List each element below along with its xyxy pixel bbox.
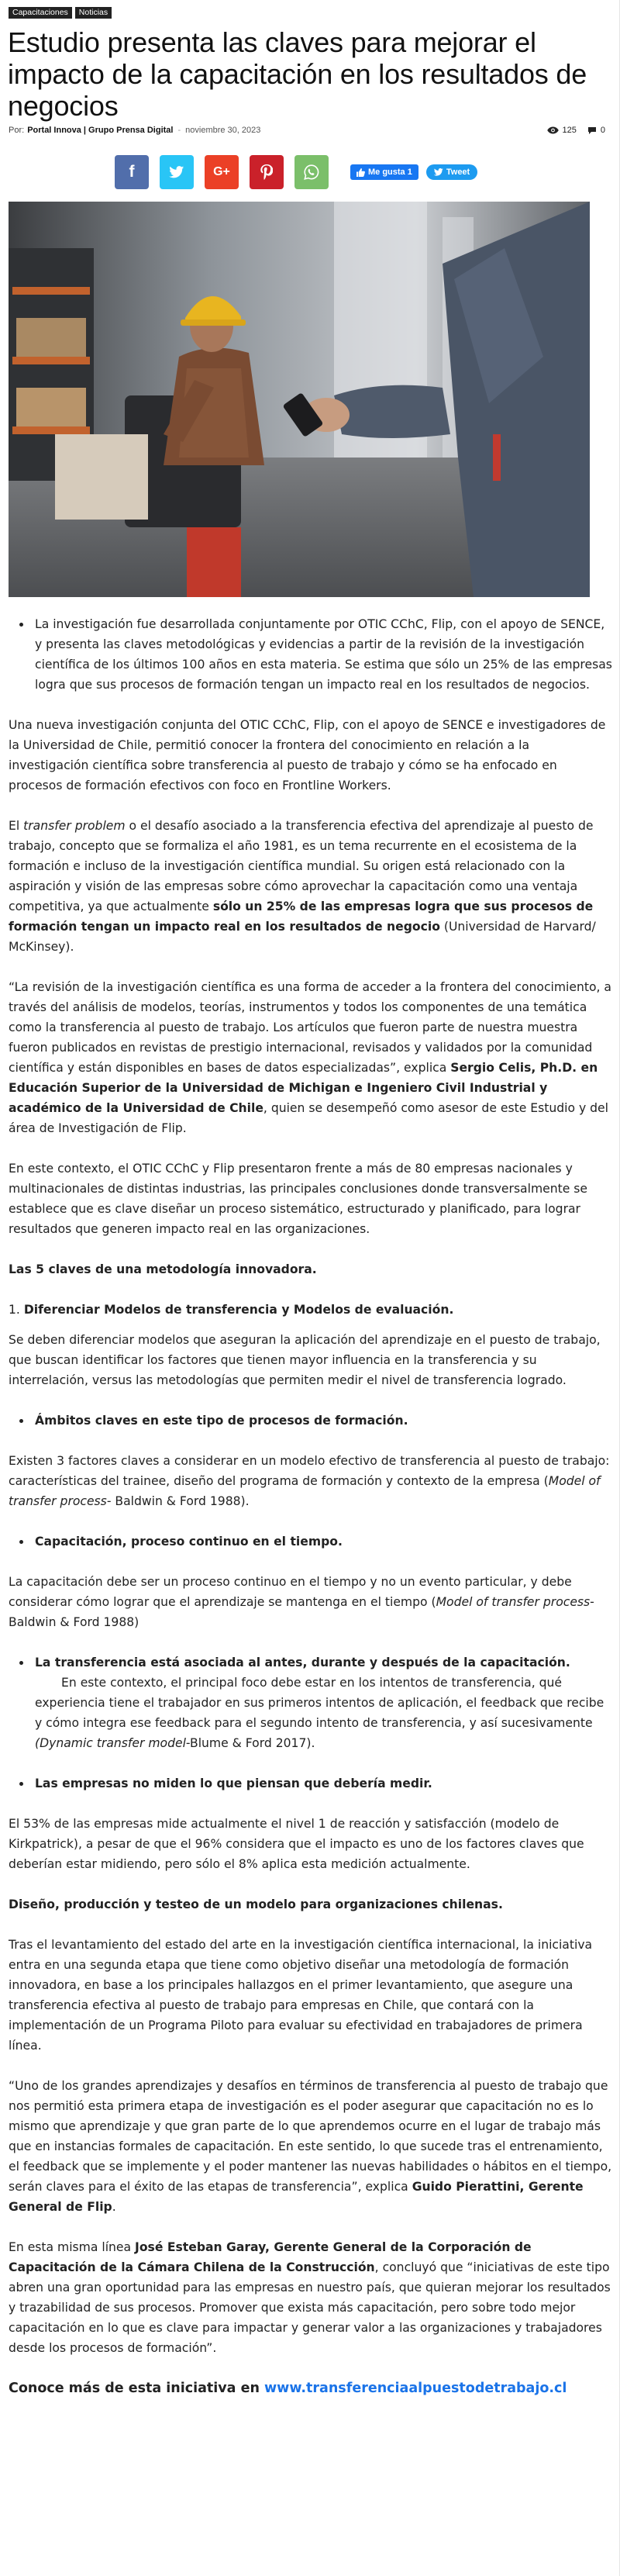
meta-separator: - xyxy=(177,126,181,135)
category-tag-noticias[interactable]: Noticias xyxy=(75,7,112,19)
key-5-heading: • Las empresas no miden lo que piensan que debería medir. xyxy=(32,1773,613,1794)
comments-count[interactable] xyxy=(587,126,605,135)
comment-icon xyxy=(587,126,597,135)
quote-author-celis: Sergio Celis, Ph.D. en Educación Superior de la Universidad de Michigan e Ingeniero Civil Industrial y académico de la Universidad de Chile xyxy=(9,1061,598,1115)
comments-value: 0 xyxy=(600,126,605,135)
paragraph-2: El transfer problem o el desafío asociado a la transferencia efectiva del aprendizaje al puesto de trabajo, concepto que se formaliza el año 1981, es un tema recurrente en el ecosistema de la formación e incluso de la investigación científica mundial. Su origen está relacionado con la aspiración y visión de las empresas sobre cómo aprovechar la capacitación como una ventaja competitiva, ya que actualmente sólo un 25% de las empresas logra que sus procesos de formación tengan un impacto real en los resultados de negocio (Universidad de Harvard/ McKinsey). xyxy=(9,819,596,954)
eye-icon xyxy=(547,126,559,134)
twitter-bird-icon xyxy=(434,168,443,176)
thumbs-up-icon xyxy=(356,168,365,177)
intro-bullet-list xyxy=(26,614,613,695)
category-tag-capacitaciones[interactable]: Capacitaciones xyxy=(9,7,72,19)
category-tags xyxy=(9,7,112,19)
paragraph-7: En esta misma línea José Esteban Garay, Gerente General de la Corporación de Capacitación de la Cámara Chilena de la Construcción, concluyó que “iniciativas de este tipo abren una gran oportunidad para las empresas en nuestro país, que quieran mejorar los resultados y trazabilidad de sus procesos. Promover que exista más capacitación, pero sobre todo mejor capacitación en lo que es clave para impactar y generar valor a las organizaciones y trabajadores desde los procesos de formación”. xyxy=(9,2240,611,2355)
key-4-text: En este contexto, el principal foco debe estar en los intentos de transferencia, qué experiencia tiene el trabajador en sus primeros intentos de aplicación, el feedback que recibe y cómo integra ese feedback para el segundo intento de transferencia, y así sucesivamente (Dynamic transfer model-Blume & Ford 2017). xyxy=(35,1676,604,1750)
article-body xyxy=(9,614,613,2419)
facebook-like-button[interactable] xyxy=(350,164,418,180)
key-5-text: El 53% de las empresas mide actualmente el nivel 1 de reacción y satisfacción (modelo de Kirkpatrick), a pesar de que el 96% considera que el impacto es uno de los factores claves que deberían estar midiendo, pero sólo el 8% aplica esta medición actualmente. xyxy=(9,1817,584,1871)
share-pinterest-button[interactable] xyxy=(250,155,284,189)
key-2-list xyxy=(26,1411,613,1431)
key-5-list xyxy=(26,1773,613,1794)
share-twitter-button[interactable] xyxy=(160,155,194,189)
share-bar xyxy=(115,155,477,189)
twitter-icon xyxy=(169,166,184,178)
stat-highlight: sólo un 25% de las empresas logra que sus procesos de formación tengan un impacto real en los resultados de negocio xyxy=(9,900,594,934)
key-2-text: Existen 3 factores claves a considerar en un modelo efectivo de transferencia al puesto de trabajo: características del trainee, diseño del programa de formación y contexto de la empresa (Model of transfer process- Baldwin & Ford 1988). xyxy=(9,1454,610,1508)
facebook-icon: f xyxy=(129,163,135,181)
article-title: Estudio presenta las claves para mejorar el impacto de la capacitación en los resultados de negocios xyxy=(8,26,587,122)
key-2-heading: • Ámbitos claves en este tipo de procesos de formación. xyxy=(32,1411,613,1431)
share-googleplus-button[interactable] xyxy=(205,155,239,189)
key-3-heading: • Capacitación, proceso continuo en el tiempo. xyxy=(32,1531,613,1552)
share-facebook-button[interactable] xyxy=(115,155,149,189)
pinterest-icon xyxy=(260,164,273,180)
key-4-list xyxy=(26,1652,613,1753)
heading-diseno: Diseño, producción y testeo de un modelo para organizaciones chilenas. xyxy=(9,1897,503,1911)
tweet-label: Tweet xyxy=(446,167,470,177)
key-3-text: La capacitación debe ser un proceso continuo en el tiempo y no un evento particular, y debe considerar cómo lograr que el aprendizaje se mantenga en el tiempo (Model of transfer process- Baldwin & Ford 1988) xyxy=(9,1575,594,1629)
warehouse-workers-photo xyxy=(9,202,590,597)
like-label: Me gusta 1 xyxy=(368,167,412,177)
share-whatsapp-button[interactable] xyxy=(294,155,329,189)
initiative-link[interactable]: www.transferenciaalpuestodetrabajo.cl xyxy=(264,2381,567,2396)
transfer-problem-term: transfer problem xyxy=(23,819,126,833)
key-1-heading: 1. Diferenciar Modelos de transferencia y Modelos de evaluación. xyxy=(9,1303,454,1317)
paragraph-5: Tras el levantamiento del estado del arte en la investigación científica internacional, la iniciativa entra en una segunda etapa que tiene como objetivo diseñar una metodología de formación innovadora, en base a los principales hallazgos en el primer levantamiento, que asegure una transferencia efectiva al puesto de trabajo para empresas en Chile, que contará con la implementación de un Programa Piloto para evaluar su efectividad en trabajadores de primera línea. xyxy=(9,1938,593,2053)
whatsapp-icon xyxy=(304,164,319,180)
quote-author-garay: José Esteban Garay, Gerente General de la Corporación de Capacitación de la Cámara Chilena de la Construcción xyxy=(9,2240,532,2274)
cta-line: Conoce más de esta iniciativa en www.transferenciaalpuestodetrabajo.cl xyxy=(9,2381,567,2396)
views-value: 125 xyxy=(562,126,577,135)
googleplus-icon: G+ xyxy=(213,165,230,178)
article-meta: Por : Portal Innova | Grupo Prensa Digital - noviembre 30, 2023 125 0 xyxy=(9,126,613,135)
author-name[interactable]: Portal Innova | Grupo Prensa Digital xyxy=(27,126,174,135)
publish-date: noviembre 30, 2023 xyxy=(185,126,261,135)
author-by-label: Por xyxy=(9,126,22,135)
hero-image xyxy=(9,202,590,597)
paragraph-1: Una nueva investigación conjunta del OTIC CChC, Flip, con el apoyo de SENCE e investigadores de la Universidad de Chile, permitió conocer la frontera del conocimiento en relación a la investigación científica sobre transferencia al puesto de trabajo y cómo se ha enfocado en procesos de formación efectivos con foco en Frontline Workers. xyxy=(9,718,606,792)
paragraph-4: En este contexto, el OTIC CChC y Flip presentaron frente a más de 80 empresas nacionales y multinacionales de distintas industrias, las principales conclusiones donde transversalmente se establece que es clave diseñar un proceso sistemático, estructurado y planificado, para lograr resultados que generen impacto real en las organizaciones. xyxy=(9,1162,587,1236)
tweet-button[interactable] xyxy=(426,164,477,180)
intro-bullet: • La investigación fue desarrollada conjuntamente por OTIC CChC, Flip, con el apoyo de SENCE, y presenta las claves metodológicas y evidencias a partir de la revisión de la investigación científica de los últimos 100 años en esta materia. Se estima que sólo un 25% de las empresas logra que sus procesos de formación tengan un impacto real en los resultados de negocios. xyxy=(32,614,613,695)
article-stats xyxy=(547,126,613,135)
paragraph-6-quote: “Uno de los grandes aprendizajes y desafíos en términos de transferencia al puesto de trabajo que nos permitió esta primera etapa de investigación es el poder asegurar que capacitación no es lo mismo que aprendizaje y que gran parte de lo que aprendemos ocurre en el lugar de trabajo más que en instancias formales de capacitación. En este sentido, lo que sucede tras el entrenamiento, el feedback que se implemente y el poder mantener las nuevas habilidades o hábitos en el tiempo, serán claves para el éxito de las etapas de transferencia”, explica Guido Pierattini, Gerente General de Flip. xyxy=(9,2079,612,2214)
key-4-heading: • La transferencia está asociada al antes, durante y después de la capacitación. En este contexto, el principal foco debe estar en los intentos de transferencia, qué experiencia tiene el trabajador en sus primeros intentos de aplicación, el feedback que recibe y cómo integra ese feedback para el segundo intento de transferencia, y así sucesivamente (Dynamic transfer model-Blume & Ford 2017). xyxy=(32,1652,613,1753)
key-3-list xyxy=(26,1531,613,1552)
quote-author-pierattini: Guido Pierattini, Gerente General de Flip xyxy=(9,2180,584,2214)
heading-claves: Las 5 claves de una metodología innovadora. xyxy=(9,1262,317,1276)
views-count xyxy=(547,126,577,135)
paragraph-3-quote: “La revisión de la investigación científica es una forma de acceder a la frontera del conocimiento, a través del análisis de modelos, teorías, instrumentos y todos los componentes de una temática como la transferencia al puesto de trabajo. Los artículos que fueron parte de nuestra muestra fueron publicados en revistas de prestigio internacional, revisados y validados por la comunidad científica y están disponibles en bases de datos especializadas”, explica Sergio Celis, Ph.D. en Educación Superior de la Universidad de Michigan e Ingeniero Civil Industrial y académico de la Universidad de Chile, quien se desempeñó como asesor de este Estudio y del área de Investigación de Flip. xyxy=(9,980,611,1135)
key-1-text: Se deben diferenciar modelos que aseguran la aplicación del aprendizaje en el puesto de trabajo, que buscan identificar los factores que tienen mayor influencia en la transferencia y su interrelación, versus las metodologías que permiten medir el nivel de transferencia logrado. xyxy=(9,1333,601,1387)
